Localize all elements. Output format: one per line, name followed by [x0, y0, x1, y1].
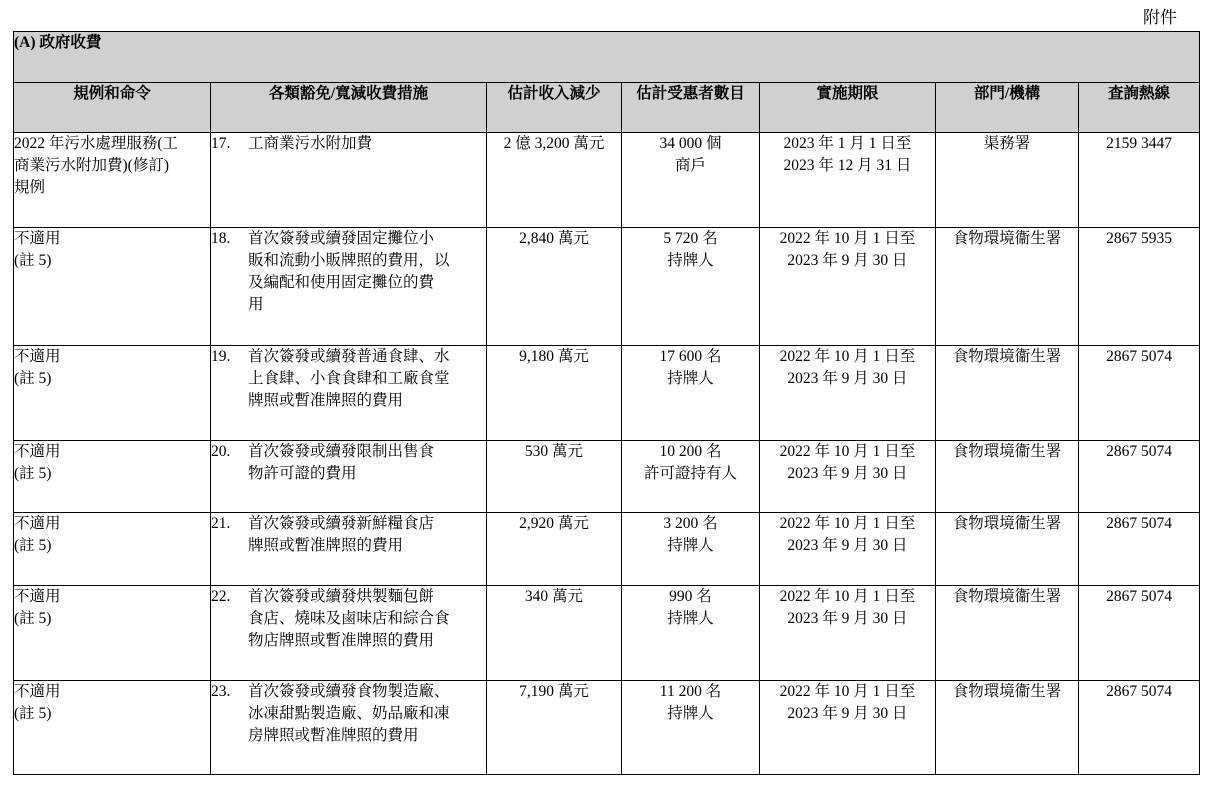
header-revenue: 估計收入減少 [487, 83, 622, 133]
regulation-cell [14, 133, 211, 228]
period-line: 2023 年 9 月 30 日 [787, 465, 908, 482]
period-line: 2023 年 9 月 30 日 [787, 610, 908, 627]
hotline-cell: 2867 5074 [1079, 513, 1200, 586]
item-number: 20. [211, 443, 231, 460]
measure-line: 首次簽發或續發烘製麵包餅 [248, 588, 435, 605]
table-row [14, 513, 1200, 586]
regulation-cell [14, 681, 211, 775]
period-line: 2023 年 12 月 31 日 [783, 157, 912, 174]
revenue-cell: 2 億 3,200 萬元 [487, 133, 622, 228]
period-line: 2022 年 10 月 1 日至 [779, 443, 916, 460]
beneficiaries-line: 34 000 個 [659, 135, 722, 152]
measure-cell [211, 586, 487, 681]
period-cell [760, 441, 936, 513]
revenue-cell: 9,180 萬元 [487, 346, 622, 441]
hotline-cell: 2159 3447 [1079, 133, 1200, 228]
department-cell: 渠務署 [936, 133, 1079, 228]
regulation-cell [14, 513, 211, 586]
revenue-cell: 340 萬元 [487, 586, 622, 681]
regulation-line: 不適用 [14, 443, 61, 460]
regulation-line: (註 5) [14, 252, 52, 269]
period-line: 2022 年 10 月 1 日至 [779, 230, 916, 247]
beneficiaries-line: 持牌人 [667, 252, 714, 269]
regulation-cell [14, 346, 211, 441]
beneficiaries-line: 11 200 名 [659, 683, 722, 700]
measure-cell [211, 441, 487, 513]
hotline-cell: 2867 5074 [1079, 346, 1200, 441]
measure-line: 牌照或暫准牌照的費用 [248, 537, 404, 554]
regulation-line: 不適用 [14, 230, 61, 247]
header-row [14, 83, 1200, 133]
period-cell [760, 513, 936, 586]
measure-line: 食店、燒味及鹵味店和綜合食 [248, 610, 450, 627]
revenue-cell: 2,920 萬元 [487, 513, 622, 586]
table-row [14, 681, 1200, 775]
measure-line: 牌照或暫准牌照的費用 [248, 392, 404, 409]
beneficiaries-cell [622, 513, 760, 586]
annex-label: 附件 [1143, 8, 1177, 27]
beneficiaries-cell [622, 228, 760, 346]
measure-cell [211, 681, 487, 775]
beneficiaries-line: 持牌人 [667, 610, 714, 627]
beneficiaries-cell [622, 133, 760, 228]
measure-line: 上食肆、小食食肆和工廠食堂 [248, 370, 450, 387]
measure-line: 販和流動小販牌照的費用，以 [248, 252, 450, 269]
measure-line: 房牌照或暫准牌照的費用 [248, 727, 419, 744]
measure-cell [211, 133, 487, 228]
header-measures: 各類豁免/寬減收費措施 [211, 83, 487, 133]
beneficiaries-line: 持牌人 [667, 537, 714, 554]
department-cell: 食物環境衞生署 [936, 228, 1079, 346]
beneficiaries-line: 持牌人 [667, 705, 714, 722]
beneficiaries-cell [622, 586, 760, 681]
header-beneficiaries: 估計受惠者數目 [622, 83, 760, 133]
item-number: 23. [211, 683, 231, 700]
item-number: 21. [211, 515, 231, 532]
table-row [14, 441, 1200, 513]
department-cell: 食物環境衞生署 [936, 513, 1079, 586]
measure-line: 及編配和使用固定攤位的費 [248, 274, 435, 291]
department-cell: 食物環境衞生署 [936, 441, 1079, 513]
beneficiaries-line: 3 200 名 [663, 515, 718, 532]
regulation-line: 不適用 [14, 515, 61, 532]
department-cell: 食物環境衞生署 [936, 681, 1079, 775]
measure-line: 工商業污水附加費 [248, 135, 373, 152]
table-row [14, 228, 1200, 346]
beneficiaries-cell [622, 681, 760, 775]
header-regulation: 規例和命令 [14, 83, 211, 133]
measure-cell [211, 346, 487, 441]
regulation-cell [14, 228, 211, 346]
measure-cell [211, 513, 487, 586]
regulation-line: (註 5) [14, 537, 52, 554]
measure-line: 首次簽發或續發限制出售食 [248, 443, 435, 460]
government-fees-table [13, 31, 1200, 775]
revenue-cell: 7,190 萬元 [487, 681, 622, 775]
period-line: 2023 年 9 月 30 日 [787, 705, 908, 722]
period-cell [760, 586, 936, 681]
regulation-line: 規例 [14, 179, 46, 196]
beneficiaries-line: 990 名 [669, 588, 712, 605]
period-cell [760, 133, 936, 228]
regulation-cell [14, 441, 211, 513]
beneficiaries-line: 17 600 名 [659, 348, 722, 365]
header-period: 實施期限 [760, 83, 936, 133]
measure-line: 用 [248, 296, 264, 313]
measure-line: 冰凍甜點製造廠、奶品廠和凍 [248, 705, 450, 722]
period-line: 2022 年 10 月 1 日至 [779, 588, 916, 605]
measure-line: 首次簽發或續發食物製造廠、 [248, 683, 450, 700]
regulation-line: 不適用 [14, 348, 61, 365]
measure-line: 首次簽發或續發固定攤位小 [248, 230, 435, 247]
section-row [14, 32, 1200, 83]
regulation-line: 商業污水附加費)(修訂) [14, 157, 169, 174]
hotline-cell: 2867 5074 [1079, 586, 1200, 681]
beneficiaries-line: 10 200 名 [659, 443, 722, 460]
regulation-line: 不適用 [14, 588, 61, 605]
period-line: 2023 年 9 月 30 日 [787, 370, 908, 387]
regulation-line: (註 5) [14, 465, 52, 482]
revenue-cell: 2,840 萬元 [487, 228, 622, 346]
hotline-cell: 2867 5935 [1079, 228, 1200, 346]
header-department: 部門/機構 [936, 83, 1079, 133]
section-title: (A) 政府收費 [14, 32, 1200, 83]
header-hotline: 查詢熱線 [1079, 83, 1200, 133]
period-cell [760, 681, 936, 775]
period-cell [760, 228, 936, 346]
beneficiaries-line: 商戶 [674, 157, 706, 174]
table-row [14, 586, 1200, 681]
measure-line: 物許可證的費用 [248, 465, 357, 482]
beneficiaries-cell [622, 346, 760, 441]
measure-line: 首次簽發或續發新鮮糧食店 [248, 515, 435, 532]
regulation-line: (註 5) [14, 370, 52, 387]
hotline-cell: 2867 5074 [1079, 441, 1200, 513]
measure-cell [211, 228, 487, 346]
period-line: 2023 年 1 月 1 日至 [783, 135, 912, 152]
item-number: 18. [211, 230, 231, 247]
item-number: 19. [211, 348, 231, 365]
beneficiaries-line: 持牌人 [667, 370, 714, 387]
period-line: 2022 年 10 月 1 日至 [779, 683, 916, 700]
period-line: 2022 年 10 月 1 日至 [779, 348, 916, 365]
item-number: 22. [211, 588, 231, 605]
period-cell [760, 346, 936, 441]
regulation-line: 不適用 [14, 683, 61, 700]
table-row [14, 133, 1200, 228]
beneficiaries-line: 5 720 名 [663, 230, 718, 247]
period-line: 2023 年 9 月 30 日 [787, 252, 908, 269]
measure-line: 物店牌照或暫准牌照的費用 [248, 632, 435, 649]
table-row [14, 346, 1200, 441]
period-line: 2023 年 9 月 30 日 [787, 537, 908, 554]
item-number: 17. [211, 135, 231, 152]
beneficiaries-line: 許可證持有人 [643, 465, 737, 482]
department-cell: 食物環境衞生署 [936, 586, 1079, 681]
department-cell: 食物環境衞生署 [936, 346, 1079, 441]
revenue-cell: 530 萬元 [487, 441, 622, 513]
hotline-cell: 2867 5074 [1079, 681, 1200, 775]
period-line: 2022 年 10 月 1 日至 [779, 515, 916, 532]
regulation-line: (註 5) [14, 705, 52, 722]
regulation-line: (註 5) [14, 610, 52, 627]
measure-line: 首次簽發或續發普通食肆、水 [248, 348, 450, 365]
regulation-cell [14, 586, 211, 681]
regulation-line: 2022 年污水處理服務(工 [14, 135, 179, 152]
beneficiaries-cell [622, 441, 760, 513]
